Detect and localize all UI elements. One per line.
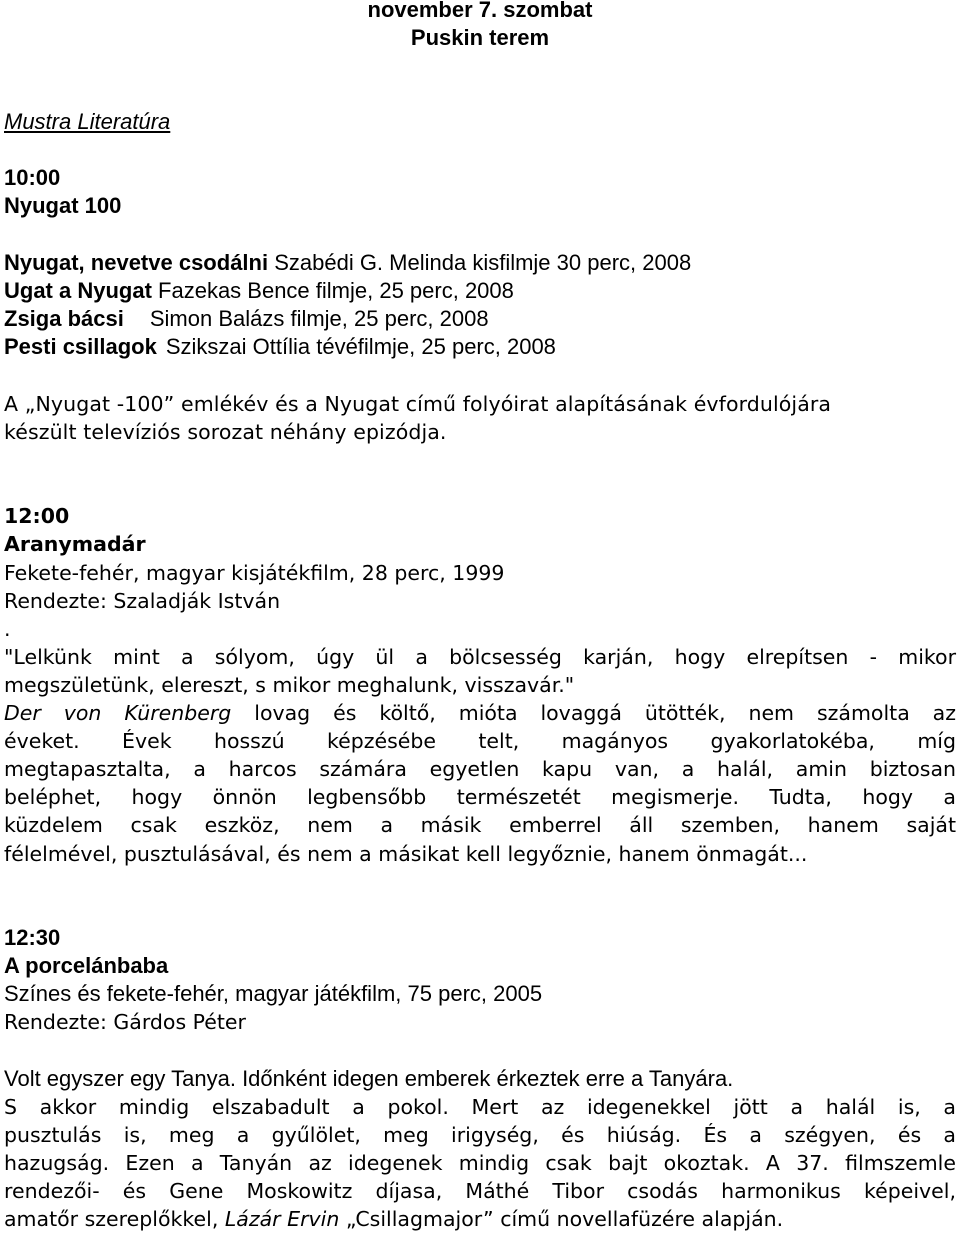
block2-title: Aranymadár xyxy=(4,532,146,556)
film-entry xyxy=(4,305,489,333)
block3-last-pre: amatőr szereplőkkel, xyxy=(4,1207,225,1231)
film-title: Nyugat, nevetve csodálni xyxy=(4,250,269,275)
block3-director: Rendezte: Gárdos Péter xyxy=(4,1010,246,1034)
section-title: Mustra Literatúra xyxy=(4,109,171,134)
block1-time: 10:00 xyxy=(4,165,61,190)
block3-text-line: pusztulás is, meg a gyűlölet, meg irigység, és hiúság. És a szégyen, és a xyxy=(4,1123,956,1147)
block2-text-rest: lovag és költő, mióta lovaggá ütötték, nem számolta az xyxy=(231,701,957,725)
block2-time: 12:00 xyxy=(4,504,70,528)
block3-title: A porcelánbaba xyxy=(4,953,169,978)
block3-last-post: „Csillagmajor” című novellafüzére alapján. xyxy=(339,1207,784,1231)
film-entry xyxy=(4,333,556,361)
block2-text-line: félelmével, pusztulásával, és nem a másikat kell legyőznie, hanem önmagát... xyxy=(4,842,808,866)
film-info: Szabédi G. Melinda kisfilmje 30 perc, 2008 xyxy=(268,250,692,275)
block2-quote-line: "Lelkünk mint a sólyom, úgy ül a bölcsesség karján, hogy elrepítsen - mikor xyxy=(4,645,956,669)
block1-description-line: készült televíziós sorozat néhány epizódja. xyxy=(4,420,447,444)
film-title: Ugat a Nyugat xyxy=(4,278,152,303)
block3-text-line: rendezői- és Gene Moskowitz díjasa, Máthé Tibor csodás harmonikus képeivel, xyxy=(4,1179,956,1203)
block3-time: 12:30 xyxy=(4,925,61,950)
block1-description-line: A „Nyugat -100” emlékév és a Nyugat című folyóirat alapításának évfordulójára xyxy=(4,392,832,416)
block1-title: Nyugat 100 xyxy=(4,193,122,218)
film-info: Simon Balázs filmje, 25 perc, 2008 xyxy=(149,306,489,331)
film-info: Szikszai Ottília tévéfilmje, 25 perc, 2008 xyxy=(165,334,556,359)
block3-meta: Színes és fekete-fehér, magyar játékfilm, 75 perc, 2005 xyxy=(4,981,543,1006)
event-room: Puskin terem xyxy=(410,25,550,50)
block2-quote-line: megszületünk, elereszt, s mikor meghalunk, visszavár." xyxy=(4,673,575,697)
block2-director: Rendezte: Szaladják István xyxy=(4,589,281,613)
author-name: Lázár Ervin xyxy=(224,1207,340,1231)
block2-text-line xyxy=(4,699,956,727)
film-entry xyxy=(4,249,691,277)
block3-text-line: hazugság. Ezen a Tanyán az idegenek mindig csak bajt okoztak. A 37. filmszemle xyxy=(4,1151,956,1175)
knight-name: Der von Kürenberg xyxy=(4,701,232,725)
block2-text-line: megtapasztalta, a harcos számára egyetlen kapu van, a halál, amin biztosan xyxy=(4,757,956,781)
block2-text-line: küzdelem csak eszköz, nem a másik emberrel áll szemben, hanem saját xyxy=(4,813,956,837)
block3-text-line: S akkor mindig elszabadult a pokol. Mert az idegenekkel jött a halál is, a xyxy=(4,1095,956,1119)
film-title: Pesti csillagok xyxy=(4,334,157,359)
block3-text-line xyxy=(4,1205,783,1233)
block2-dot: . xyxy=(4,617,11,641)
block3-text-line: Volt egyszer egy Tanya. Időnként idegen emberek érkeztek erre a Tanyára. xyxy=(4,1066,734,1091)
block2-text-line: éveket. Évek hosszú képzésébe telt, magányos gyakorlatokéba, míg xyxy=(4,729,956,753)
film-title: Zsiga bácsi xyxy=(4,306,124,331)
film-info: Fazekas Bence filmje, 25 perc, 2008 xyxy=(151,278,514,303)
block2-meta: Fekete-fehér, magyar kisjátékfilm, 28 perc, 1999 xyxy=(4,561,505,585)
event-date: november 7. szombat xyxy=(367,0,593,22)
film-entry xyxy=(4,277,514,305)
block2-text-line: beléphet, hogy önnön legbensőbb természetét megismerje. Tudta, hogy a xyxy=(4,785,956,809)
